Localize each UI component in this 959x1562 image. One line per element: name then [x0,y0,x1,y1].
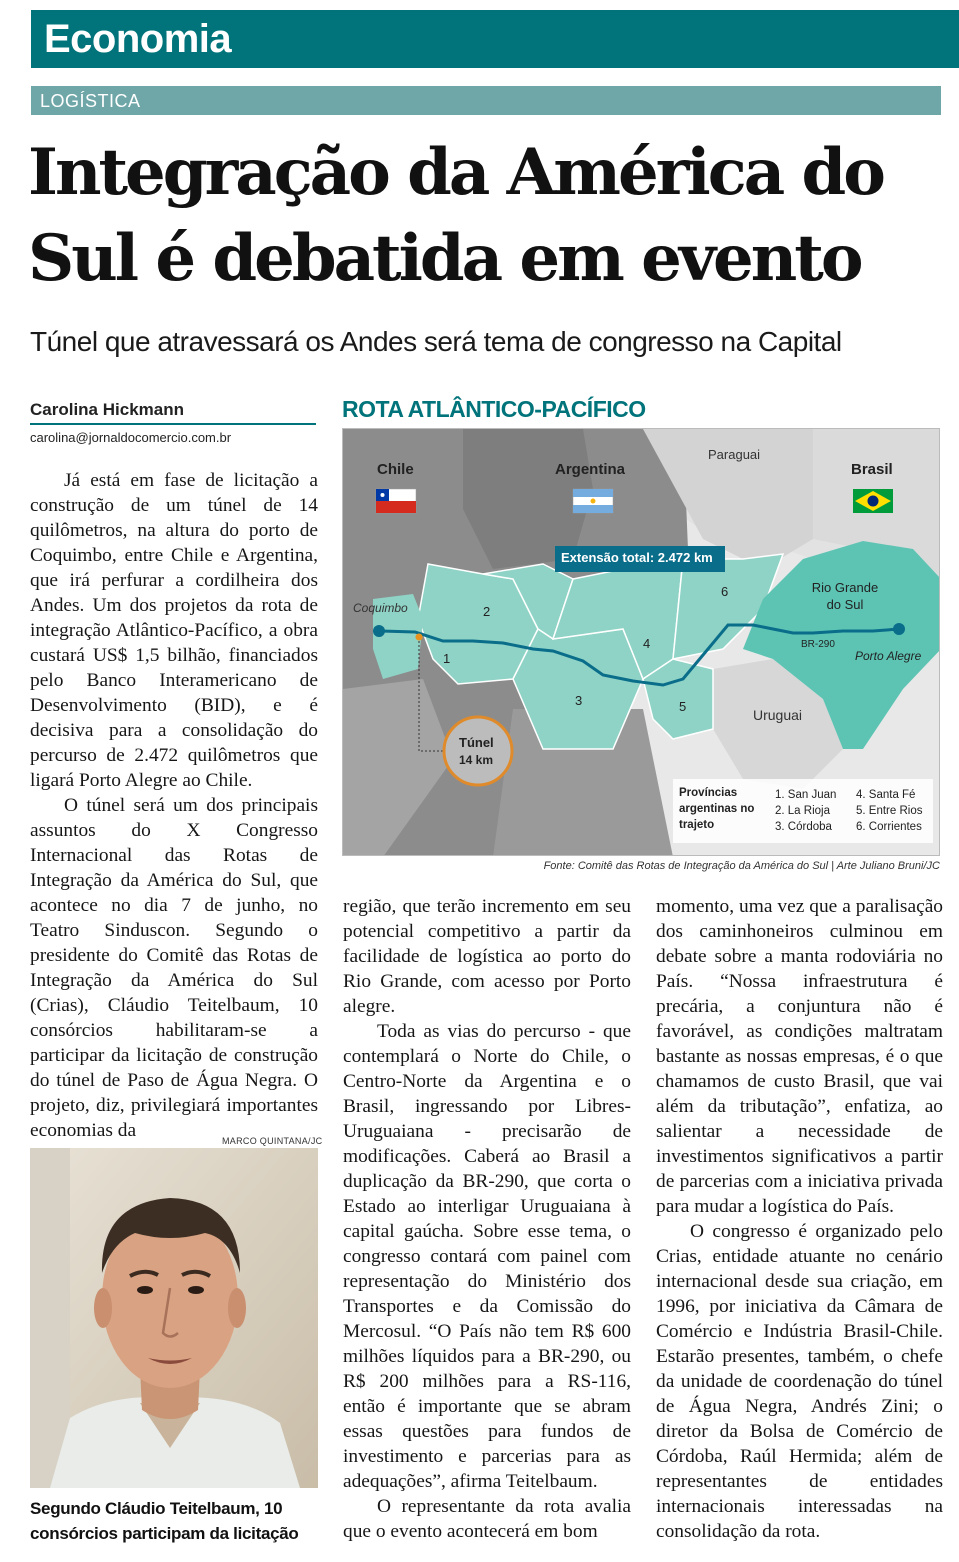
brasil-flag-icon [853,489,893,513]
map-label-uruguai: Uruguai [753,707,803,723]
paragraph: momento, uma vez que a paralisação dos caminhoneiros culminou em debate sobre a manta rodoviária no País. “Nossa infraestrutura é precária, a conjuntura não é favorável, as condições maltratam bastante as nossas empresas, é o que chamamos de custo Brasil, que vai além da tributação”, enfatiza, ao salientar a necessidade de investimentos significativos a partir de parcerias com a iniciativa privada para mudar a logística do País. [656,896,943,1217]
photo-credit: MARCO QUINTANA/JC [222,1136,323,1146]
route-map [342,428,940,856]
province-number: 6 [721,584,729,599]
author-rule [30,423,316,425]
map-label-brasil: Brasil [851,461,893,478]
portrait-photo [30,1148,318,1488]
map-source: Fonte: Comitê das Rotas de Integração da América do Sul | Arte Juliano Bruni/JC [543,860,940,872]
province-number: 3 [575,693,583,708]
legend-item: 2. La Rioja [775,805,830,817]
argentina-flag-icon [573,489,613,513]
legend-item: 6. Corrientes [856,821,922,833]
author-email[interactable]: carolina@jornaldocomercio.com.br [30,430,232,445]
paragraph: O representante da rota avalia que o evento acontecerá em bom [343,1496,631,1542]
article-column-1 [30,468,318,1143]
legend-title: Províncias argentinas no trajeto [679,787,755,831]
map-label-paraguai: Paraguai [708,447,761,462]
chile-flag-icon [376,489,416,513]
map-title: ROTA ATLÂNTICO-PACÍFICO [342,396,646,422]
map-label-porto-alegre: Porto Alegre [855,649,922,663]
paragraph: Já está em fase de licitação a construção de um túnel de 14 quilômetros, na altura do porto de Coquimbo, entre Chile e Argentina, que irá perfurar a cordilheira dos Andes. Um dos projetos da rota de integração Atlântico-Pacífico, a obra custará US$ 1,5 bilhão, financiados pelo Banco Interamericano de Desenvolvimento (BID), e é decisiva para a consolidação do percurso de 2.472 quilômetros que ligará Porto Alegre ao Chile. [30,470,318,791]
article-column-2 [343,894,631,1544]
total-distance-label: Extensão total: 2.472 km [561,550,713,565]
route-map-graphic [343,429,940,856]
subheadline: Túnel que atravessará os Andes será tema de congresso na Capital [30,326,842,357]
legend-item: 3. Córdoba [775,821,832,833]
headline: Integração da América do Sul é debatida em evento [28,135,883,296]
paragraph: região, que terão incremento em seu potencial competitivo a partir da facilidade de logística ao porto do Rio Grande, com acesso por Porto alegre. [343,896,631,1017]
kicker: LOGÍSTICA [40,91,141,111]
paragraph: Toda as vias do percurso - que contemplará o Norte do Chile, o Centro-Norte da Argentina e o Brasil, ingressando por Libres-Uruguaiana - precisarão de modificações. Caberá ao Brasil a duplicação da BR-290, que corta o Estado ao interligar Uruguaiana à capital gaúcha. Sobre esse tema, o congresso contará com painel com representação do Ministério dos Transportes e da Comissão do Mercosul. “O País não tem R$ 600 milhões líquidos para a BR-290, ou R$ 200 milhões para a RS-116, então é importante que se abram essas questões para fundos de investimento e parcerias para as adequações”, afirma Teitelbaum. [343,1021,631,1492]
tunnel-label: Túnel [459,735,494,750]
paragraph: O túnel será um dos principais assuntos do X Congresso Internacional das Rotas de Integração da América do Sul, que acontece no dia 7 de junho, no Teatro Sinduscon. Segundo o presidente do Comitê das Rotas de Integração da América do Sul (Crias), Cláudio Teitelbaum, 10 consórcios habilitaram-se a participar da licitação de construção do túnel de Paso de Água Negra. O projeto, diz, privilegiará importantes economias da [30,795,318,1141]
photo-caption: Segundo Cláudio Teitelbaum, 10 consórcios participam da licitação [30,1499,299,1543]
province-number: 4 [643,636,651,651]
map-label-rio-grande-do-sul: Rio Grande do Sul [811,580,879,612]
article-column-3 [656,894,943,1544]
province-number: 1 [443,651,451,666]
portrait-illustration [30,1148,318,1488]
kicker-bar [31,86,941,115]
map-label-chile: Chile [377,461,414,478]
tunnel-length: 14 km [459,753,494,767]
map-label-br290: BR-290 [801,639,835,650]
map-label-argentina: Argentina [555,461,626,478]
map-label-coquimbo: Coquimbo [353,601,408,615]
province-number: 5 [679,699,687,714]
legend-item: 4. Santa Fé [856,789,916,801]
legend-item: 1. San Juan [775,789,837,801]
section-title: Economia [44,17,232,61]
legend-item: 5. Entre Rios [856,805,923,817]
author-name: Carolina Hickmann [30,400,184,419]
paragraph: O congresso é organizado pelo Crias, entidade atuante no cenário internacional desde sua criação, em 1996, por iniciativa da Câmara de Comércio e Indústria Brasil-Chile. Estarão presentes, também, o chefe da unidade de coordenação do túnel de Água Negra, Andrés Zini; o diretor da Bolsa de Comércio de Córdoba, Raúl Hermida; além de representantes de entidades internacionais interessadas na consolidação da rota. [656,1221,943,1542]
province-number: 2 [483,604,491,619]
